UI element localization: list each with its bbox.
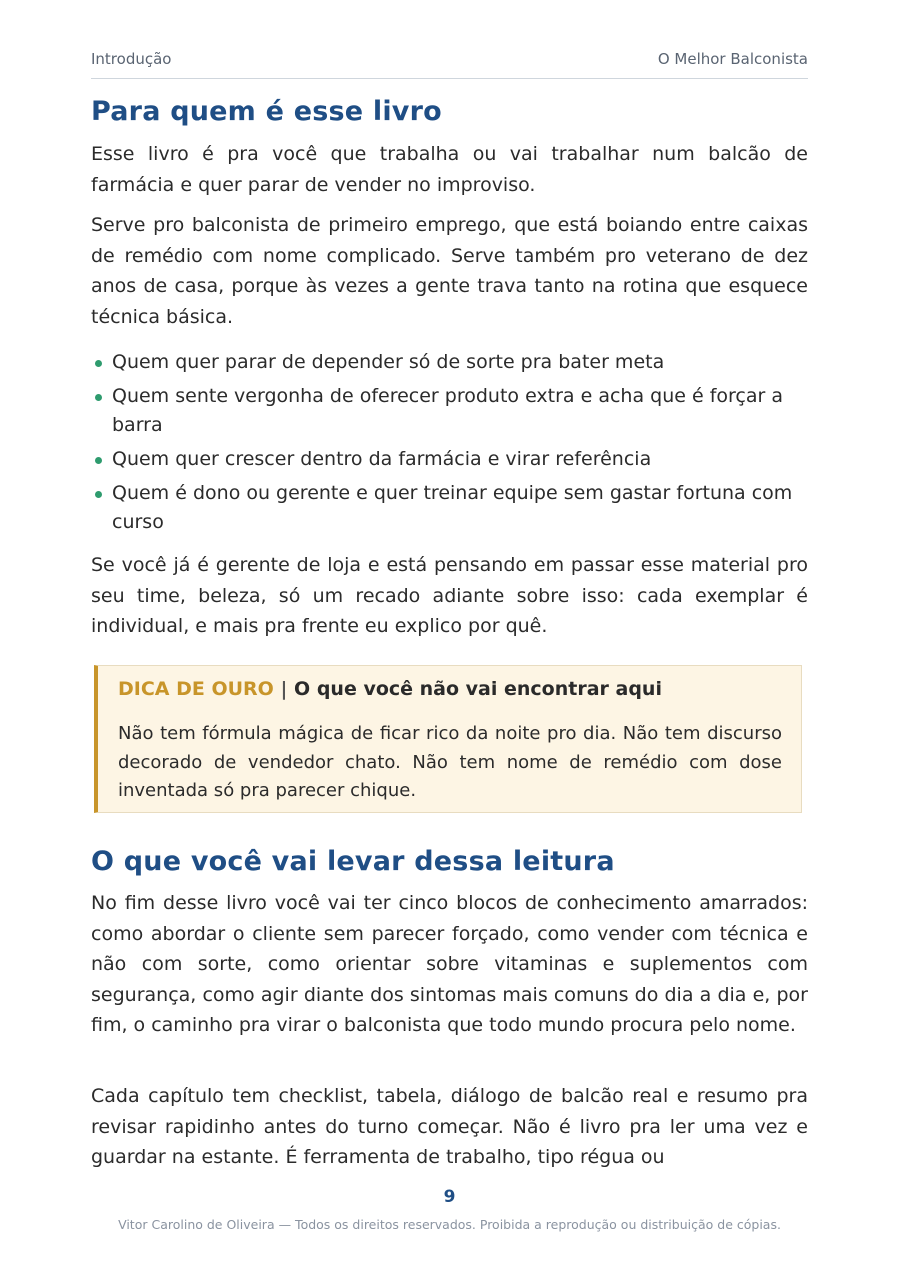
header-chapter: Introdução (91, 50, 172, 68)
list-item (91, 382, 808, 440)
copyright-footer: Vitor Carolino de Oliveira — Todos os direitos reservados. Proibida a reprodução ou distribuição de cópias. (118, 1217, 781, 1232)
paragraph-chapter-structure: Cada capítulo tem checklist, tabela, diálogo de balcão real e resumo pra revisar rapidinho antes do turno começar. Não é livro pra ler uma vez e guardar na estante. É ferramenta de trabalho, tipo régua ou (91, 1085, 808, 1168)
tip-heading: O que você não vai encontrar aqui (294, 678, 662, 700)
tip-separator: | (280, 678, 288, 700)
header-book-title: O Melhor Balconista (657, 50, 808, 68)
bullet-dot-icon (95, 457, 102, 464)
list-item (91, 445, 808, 474)
bullet-text: Quem sente vergonha de oferecer produto extra e acha que é forçar a barra (112, 385, 784, 436)
bullet-dot-icon (95, 491, 102, 498)
tip-callout-box (94, 665, 802, 813)
section-heading-o-que-levar: O que você vai levar dessa leitura (91, 846, 615, 877)
paragraph-manager-note: Se você já é gerente de loja e está pensando em passar esse material pro seu time, beleza, só um recado adiante sobre isso: cada exemplar é individual, e mais pra frente eu explico por quê. (91, 554, 808, 637)
tip-title (118, 678, 662, 700)
paragraph-intro: Esse livro é pra você que trabalha ou vai trabalhar num balcão de farmácia e quer parar de vender no improviso. (91, 143, 808, 196)
tip-text: Não tem fórmula mágica de ficar rico da noite pro dia. Não tem discurso decorado de vendedor chato. Não tem nome de remédio com dose inventada só pra parecer chique. (118, 723, 782, 801)
section-heading-para-quem: Para quem é esse livro (91, 96, 442, 127)
paragraph-five-blocks: No fim desse livro você vai ter cinco blocos de conhecimento amarrados: como abordar o cliente sem parecer forçado, como vender com técnica e não com sorte, como orientar sobre vitaminas e suplementos com segurança, como agir diante dos sintomas mais comuns do dia a dia e, por fim, o caminho pra virar o balconista que todo mundo procura pelo nome. (91, 892, 808, 1036)
running-header (91, 50, 808, 79)
list-item (91, 348, 808, 377)
bullet-dot-icon (95, 394, 102, 401)
tip-label: DICA DE OURO (118, 678, 274, 700)
audience-bullet-list (91, 348, 808, 542)
bullet-text: Quem é dono ou gerente e quer treinar equipe sem gastar fortuna com curso (112, 482, 793, 533)
page-number: 9 (443, 1187, 456, 1207)
bullet-text: Quem quer parar de depender só de sorte pra bater meta (112, 351, 665, 373)
paragraph-audience: Serve pro balconista de primeiro emprego, que está boiando entre caixas de remédio com nome complicado. Serve também pro veterano de dez anos de casa, porque às vezes a gente trava tanto na rotina que esquece técnica básica. (91, 214, 808, 328)
bullet-text: Quem quer crescer dentro da farmácia e virar referência (112, 448, 652, 470)
list-item (91, 479, 808, 537)
bullet-dot-icon (95, 360, 102, 367)
